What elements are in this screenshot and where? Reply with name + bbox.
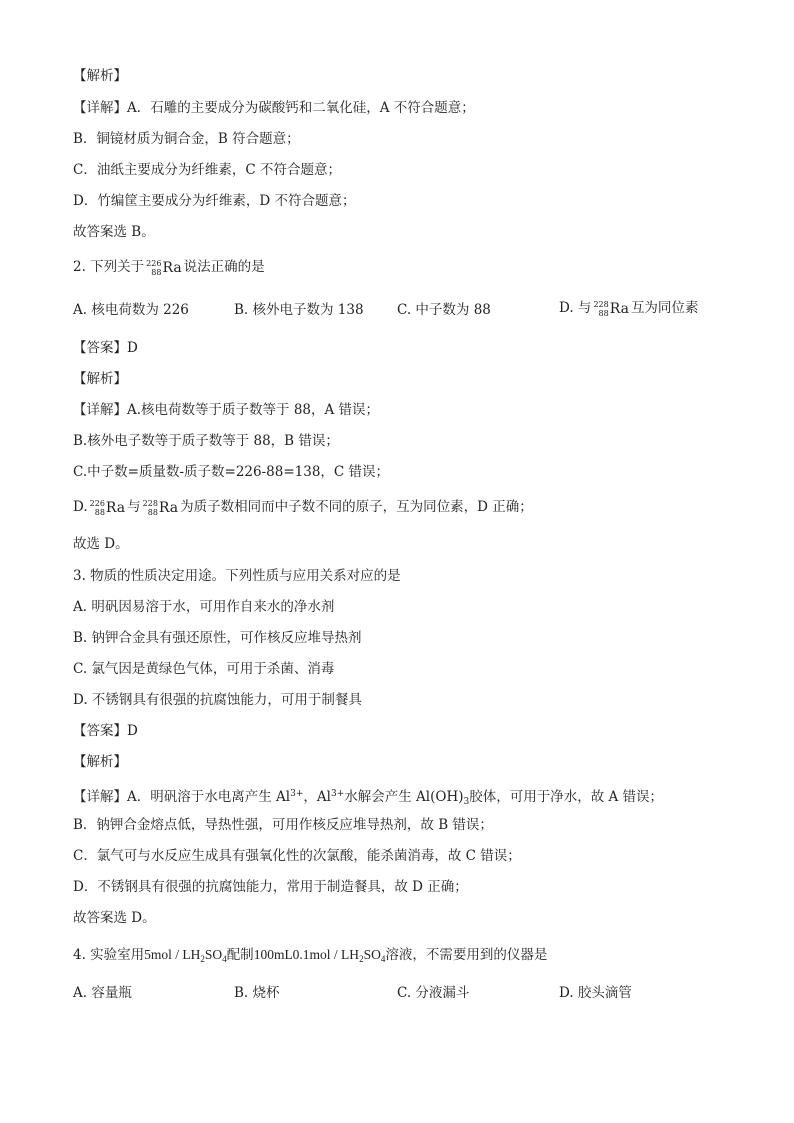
q2-detail-d-nuclide-228-atomic: 88 — [147, 507, 158, 517]
q1-detail-a — [73, 99, 475, 117]
q4-option-d: D. 胶头滴管 — [559, 985, 632, 1001]
q2-stem-suffix: 说法正确的是 — [183, 259, 265, 275]
q3-detail-a-charge2: 3+ — [330, 789, 345, 799]
q2-detail-d-prefix: D. — [73, 499, 88, 515]
q3-detail-a-part1: A．明矾溶于水电离产生 Al — [127, 789, 291, 805]
q4-formula-stock-sub1: 2 — [200, 954, 205, 964]
q3-option-b: B. 钠钾合金具有强还原性，可作核反应堆导热剂 — [73, 630, 362, 646]
q1-detail-a-text: A．石雕的主要成分为碳酸钙和二氧化硅，A 不符合题意； — [127, 100, 475, 116]
q3-detail-a — [73, 785, 663, 811]
q3-detail-a-subscript: 3 — [463, 797, 470, 807]
q2-option-c: C. 中子数为 88 — [397, 302, 491, 318]
q2-analysis-tag: 【解析】 — [73, 371, 127, 387]
q3-detail-a-part4: 胶体，可用于净水，故 A 错误； — [469, 789, 664, 805]
q3-option-d: D. 不锈钢具有很强的抗腐蚀能力，可用于制餐具 — [73, 692, 362, 708]
q2-nuclide-mass: 226 — [146, 258, 162, 268]
q3-detail-b: B．钠钾合金熔点低，导热性强，可用作核反应堆导热剂，故 B 错误； — [73, 817, 493, 833]
q2-detail-d-nuclide-226-mass: 226 — [89, 498, 105, 508]
q4-option-a: A. 容量瓶 — [73, 985, 132, 1001]
q2-option-d-nuclide — [593, 299, 629, 318]
q1-detail-d: D．竹编筐主要成分为纤维素，D 不符合题意； — [73, 193, 356, 209]
q4-stem — [73, 946, 547, 968]
q2-option-d — [559, 299, 698, 318]
q2-option-d-nuclide-symbol: Ra — [609, 300, 629, 317]
q4-formula-target-b: SO — [363, 947, 381, 962]
q3-detail-c: C．氯气可与水反应生成具有强氧化性的次氯酸，能杀菌消毒，故 C 错误； — [73, 848, 521, 864]
q1-detail-tag: 【详解】 — [73, 100, 127, 116]
q1-analysis-tag: 【解析】 — [73, 68, 127, 84]
q3-conclusion: 故答案选 D。 — [73, 910, 156, 926]
q3-detail-a-charge1: 3+ — [290, 789, 304, 799]
q4-formula-target-a: 100mL0.1mol / LH — [253, 947, 360, 962]
q3-answer — [73, 722, 138, 740]
q1-detail-c: C．油纸主要成分为纤维素，C 不符合题意； — [73, 162, 341, 178]
q4-stem-part1: 4. 实验室用 — [73, 947, 145, 963]
q2-detail-d-nuclide-228 — [143, 498, 179, 517]
q2-nuclide-ra226 — [146, 258, 182, 277]
q2-detail-d-suffix: 为质子数相同而中子数不同的原子，互为同位素，D 正确； — [180, 499, 533, 515]
q2-nuclide-symbol: Ra — [162, 259, 182, 276]
q3-answer-tag: 【答案】 — [73, 723, 127, 739]
q2-option-b: B. 核外电子数为 138 — [234, 302, 364, 318]
q2-detail-a-text: A.核电荷数等于质子数等于 88，A 错误； — [127, 402, 380, 418]
q3-detail-d: D．不锈钢具有很强的抗腐蚀能力，常用于制造餐具，故 D 正确； — [73, 879, 468, 895]
q3-detail-tag: 【详解】 — [73, 789, 127, 805]
q2-option-d-nuclide-mass: 228 — [593, 299, 609, 309]
q4-formula-target — [254, 947, 386, 962]
q3-detail-a-part3: 水解会产生 Al(OH) — [344, 789, 464, 805]
q3-detail-a-part2: ，Al — [303, 789, 331, 805]
q3-option-a: A. 明矾因易溶于水，可用作自来水的净水剂 — [73, 599, 335, 615]
q2-detail-a — [73, 401, 379, 419]
q3-option-c: C. 氯气因是黄绿色气体，可用于杀菌、消毒 — [73, 661, 335, 677]
q2-detail-d — [73, 498, 533, 517]
q4-formula-target-sub1: 2 — [359, 954, 364, 964]
q4-formula-target-sub2: 4 — [380, 954, 386, 964]
q2-detail-d-nuclide-228-mass: 228 — [142, 498, 158, 508]
q4-formula-stock — [144, 947, 227, 962]
q2-stem-prefix: 2. 下列关于 — [73, 259, 145, 275]
q2-detail-b: B.核外电子数等于质子数等于 88，B 错误； — [73, 433, 339, 449]
q2-detail-d-mid: 与 — [127, 499, 141, 515]
q2-option-a: A. 核电荷数为 226 — [73, 302, 189, 318]
q4-stem-part2: 配制 — [226, 947, 254, 963]
q2-conclusion: 故选 D。 — [73, 536, 129, 552]
q4-option-b: B. 烧杯 — [234, 985, 280, 1001]
q4-formula-stock-sub2: 4 — [222, 954, 227, 964]
q2-option-d-prefix: D. 与 — [559, 300, 592, 316]
q2-option-d-nuclide-atomic: 88 — [598, 308, 609, 318]
q2-detail-d-nuclide-226-symbol: Ra — [105, 499, 126, 516]
q1-detail-b: B．铜镜材质为铜合金，B 符合题意； — [73, 131, 300, 147]
q2-nuclide-atomic: 88 — [151, 267, 162, 277]
q4-formula-stock-a: 5mol / LH — [144, 947, 201, 962]
q1-conclusion: 故答案选 B。 — [73, 224, 155, 240]
q3-stem: 3. 物质的性质决定用途。下列性质与应用关系对应的是 — [73, 568, 401, 584]
q2-detail-c: C.中子数=质量数-质子数=226-88=138，C 错误； — [73, 464, 390, 480]
q2-stem — [73, 258, 265, 277]
q2-answer-tag: 【答案】 — [73, 340, 127, 356]
q4-stem-part3: 溶液，不需要用到的仪器是 — [385, 947, 548, 963]
q4-option-c: C. 分液漏斗 — [397, 985, 470, 1001]
q2-detail-d-nuclide-226-atomic: 88 — [94, 507, 105, 517]
q2-option-d-suffix: 互为同位素 — [630, 300, 699, 316]
q4-formula-stock-b: SO — [204, 947, 223, 962]
q2-answer-value: D — [127, 340, 138, 356]
q2-detail-d-nuclide-228-symbol: Ra — [158, 499, 179, 516]
q2-detail-d-nuclide-226 — [90, 498, 126, 517]
q3-answer-value: D — [127, 723, 138, 739]
q2-answer — [73, 339, 138, 357]
q3-analysis-tag: 【解析】 — [73, 754, 127, 770]
q2-detail-tag: 【详解】 — [73, 402, 127, 418]
